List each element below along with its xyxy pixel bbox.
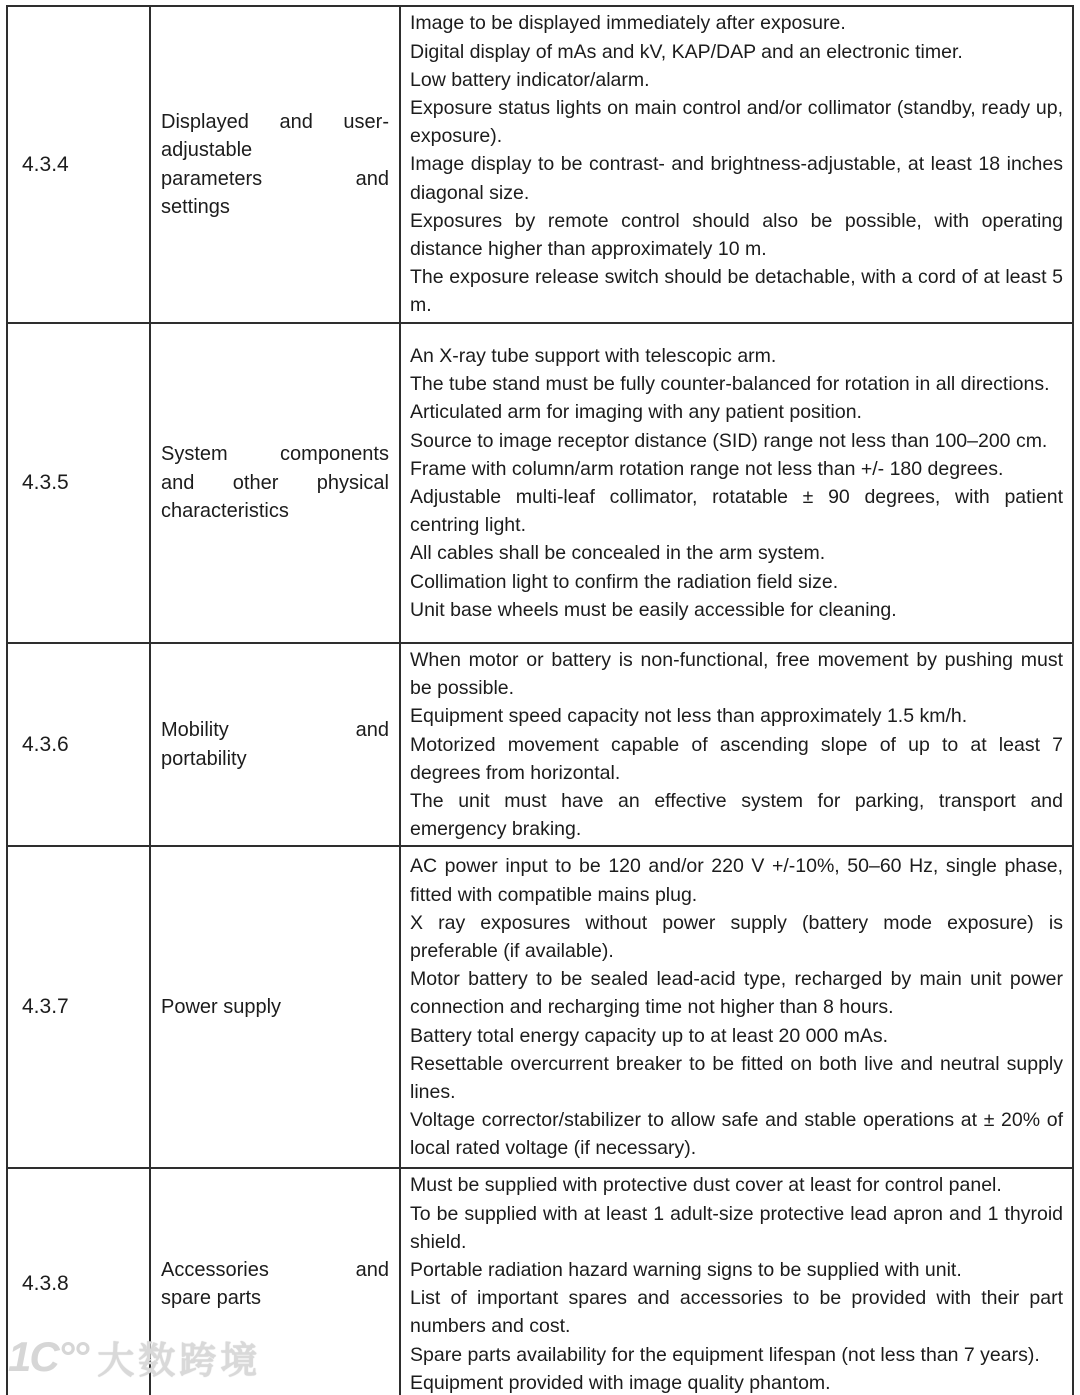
- table-row: [7, 846, 1073, 1168]
- spec-item: When motor or battery is non-functional, free movement by pushing must be possible.: [410, 649, 1063, 700]
- spec-item: List of important spares and accessories to be provided with their part numbers and cost.: [410, 1287, 1063, 1338]
- spec-item: X ray exposures without power supply (battery mode exposure) is preferable (if available).: [410, 911, 1063, 962]
- description-cell: [400, 846, 1073, 1168]
- spec-item: Exposure status lights on main control and/or collimator (standby, ready up, exposure).: [410, 96, 1063, 148]
- spec-item: Adjustable multi-leaf collimator, rotatable ± 90 degrees, with patient centring light.: [410, 486, 1063, 537]
- category-name-line: Mobility and: [161, 719, 389, 742]
- spec-item: Articulated arm for imaging with any patient position.: [410, 401, 862, 424]
- spec-item: Battery total energy capacity up to at least 20 000 mAs.: [410, 1024, 889, 1047]
- spec-item: Collimation light to confirm the radiation field size.: [410, 570, 839, 593]
- section-number: 4.3.8: [7, 1168, 150, 1395]
- table-row: [7, 1168, 1073, 1395]
- category-name-line: characteristics: [161, 500, 289, 523]
- category-cell: [150, 6, 400, 323]
- spec-item: Equipment provided with image quality phantom.: [410, 1371, 831, 1394]
- spec-item: To be supplied with at least 1 adult-size protective lead apron and 1 thyroid shield.: [410, 1202, 1063, 1253]
- spec-item: Image to be displayed immediately after exposure.: [410, 12, 846, 35]
- spec-item: AC power input to be 120 and/or 220 V +/-10%, 50–60 Hz, single phase, fitted with compatible mains plug.: [410, 855, 1063, 906]
- category-name-line: Accessories and: [161, 1258, 389, 1281]
- watermark-text: 大数跨境: [97, 1340, 262, 1381]
- spec-item: Unit base wheels must be easily accessible for cleaning.: [410, 598, 897, 621]
- spec-item: Motor battery to be sealed lead-acid type, recharged by main unit power connection and recharging time not higher than 8 hours.: [410, 968, 1063, 1019]
- description-cell: [400, 323, 1073, 643]
- description-cell: [400, 6, 1073, 323]
- watermark-logo-icon: 1C°°: [8, 1333, 88, 1380]
- section-number: 4.3.6: [7, 643, 150, 846]
- category-name-line: Displayed and user-: [161, 110, 389, 133]
- section-number: 4.3.5: [7, 323, 150, 643]
- table-row: [7, 643, 1073, 846]
- spec-item: Motorized movement capable of ascending slope of up to at least 7 degrees from horizontal.: [410, 733, 1063, 784]
- spec-table: [6, 5, 1074, 1395]
- category-name-line: adjustable: [161, 139, 253, 161]
- spec-item: Must be supplied with protective dust cover at least for control panel.: [410, 1174, 1002, 1197]
- spec-item: Low battery indicator/alarm.: [410, 68, 650, 91]
- section-number: 4.3.7: [7, 846, 150, 1168]
- spec-item: Equipment speed capacity not less than approximately 1.5 km/h.: [410, 705, 968, 728]
- spec-item: All cables shall be concealed in the arm system.: [410, 542, 826, 565]
- spec-item: The exposure release switch should be detachable, with a cord of at least 5 m.: [410, 266, 1063, 317]
- category-name-line: and other physical: [161, 471, 389, 494]
- category-name-line: System components: [161, 443, 389, 466]
- spec-item: Digital display of mAs and kV, KAP/DAP and an electronic timer.: [410, 40, 963, 63]
- table-row: [7, 6, 1073, 323]
- spec-item: Exposures by remote control should also be possible, with operating distance higher than approximately 10 m.: [410, 209, 1063, 260]
- spec-item: The unit must have an effective system for parking, transport and emergency braking.: [410, 790, 1063, 841]
- spec-item: The tube stand must be fully counter-balanced for rotation in all directions.: [410, 373, 1050, 396]
- description-cell: [400, 643, 1073, 846]
- spec-item: Frame with column/arm rotation range not less than +/- 180 degrees.: [410, 457, 1004, 480]
- description-cell: [400, 1168, 1073, 1395]
- category-name-line: spare parts: [161, 1287, 262, 1310]
- category-name-line: parameters and: [161, 167, 389, 190]
- spec-item: Portable radiation hazard warning signs to be supplied with unit.: [410, 1259, 962, 1282]
- category-name-line: portability: [161, 747, 247, 770]
- spec-item: Voltage corrector/stabilizer to allow safe and stable operations at ± 20% of local rated voltage (if necessary).: [410, 1109, 1063, 1160]
- spec-item: Resettable overcurrent breaker to be fitted on both live and neutral supply lines.: [410, 1052, 1063, 1103]
- category-name-line: settings: [161, 196, 230, 218]
- section-number: 4.3.4: [7, 6, 150, 323]
- category-cell: [150, 323, 400, 643]
- table-row: [7, 323, 1073, 643]
- spec-item: Image display to be contrast- and brightness-adjustable, at least 18 inches diagonal size.: [410, 153, 1063, 204]
- spec-item: Source to image receptor distance (SID) range not less than 100–200 cm.: [410, 429, 1048, 452]
- category-cell: [150, 1168, 400, 1395]
- category-name-line: Power supply: [161, 996, 282, 1019]
- spec-item: An X-ray tube support with telescopic arm.: [410, 344, 777, 367]
- category-cell: [150, 846, 400, 1168]
- spec-item: Spare parts availability for the equipment lifespan (not less than 7 years).: [410, 1343, 1040, 1366]
- category-cell: [150, 643, 400, 846]
